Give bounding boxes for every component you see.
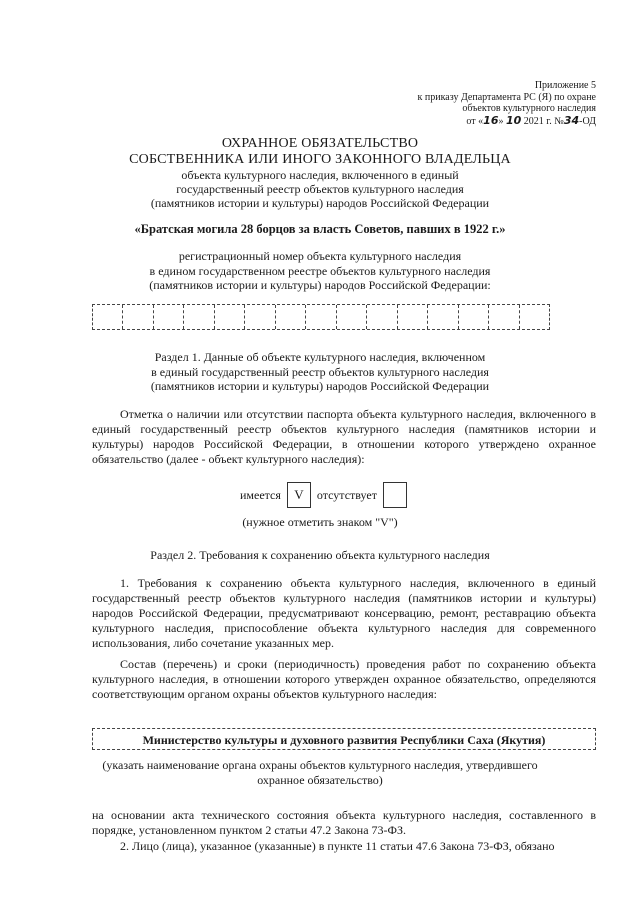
registration-number-cell[interactable]: [398, 305, 428, 329]
section-1-heading: [60, 350, 580, 394]
mark-hint: (нужное отметить знаком "V"): [242, 515, 398, 529]
registration-number-grid[interactable]: [92, 304, 550, 330]
registration-number-cell[interactable]: [93, 305, 123, 329]
registration-caption: [60, 249, 580, 293]
section-1-line-3: (памятников истории и культуры) народов Российской Федерации: [150, 379, 490, 393]
annex-date-prefix: от «: [466, 115, 484, 127]
annex-day-handwritten: 16: [483, 113, 499, 127]
basis-paragraph: на основании акта технического состояния объекта культурного наследия, составленного в порядке, установленном пунктом 2 статьи 47.2 Закона 73-ФЗ.: [92, 808, 596, 837]
annex-month-handwritten: 10: [505, 113, 522, 127]
registration-number-cell[interactable]: [306, 305, 336, 329]
registration-number-cell[interactable]: [337, 305, 367, 329]
registration-line-3: (памятников истории и культуры) народов Российской Федерации:: [149, 278, 491, 292]
present-checkbox[interactable]: V: [287, 482, 311, 508]
annex-line-4: [366, 115, 596, 128]
registration-number-cell[interactable]: [459, 305, 489, 329]
present-label: имеется: [240, 487, 281, 502]
annex-year: 2021 г. №: [521, 115, 564, 127]
registration-number-cell[interactable]: [245, 305, 275, 329]
protection-organ-field[interactable]: Министерство культуры и духовного развития Республики Саха (Якутия): [92, 728, 596, 750]
section-1-line-2: в единый государственный реестр объектов культурного наследия: [151, 364, 489, 379]
annex-date-mid: »: [498, 115, 506, 127]
section-2-heading: Раздел 2. Требования к сохранению объекта культурного наследия: [150, 548, 490, 562]
organ-hint-line-1: (указать наименование органа охраны объектов культурного наследия, утвердившего: [102, 758, 538, 772]
obligation-paragraph: 2. Лицо (лица), указанное (указанные) в пункте 11 статьи 47.6 Закона 73-ФЗ, обязано: [120, 839, 555, 853]
requirements-paragraph: 1. Требования к сохранению объекта культурного наследия, включенного в единый государственный реестр объектов культурного наследия (памятников истории и культуры) народов Российской Федерации, предусматривают консервацию, ремонт, реставрацию объекта культурного наследия, приспособление объекта культурного наследия для современного использования, либо сочетание указанных мер.: [92, 576, 596, 650]
passport-paragraph: Отметка о наличии или отсутствии паспорта объекта культурного наследия, включенного в единый государственный реестр объектов культурного наследия (памятников истории и культуры) народов Российской Федерации, в отношении которого утверждено охранное обязательство (далее - объект культурного наследия):: [92, 407, 596, 466]
registration-number-cell[interactable]: [428, 305, 458, 329]
annex-line-3: объектов культурного наследия: [462, 103, 596, 114]
absent-label: отсутствует: [316, 487, 377, 502]
title-line-1: ОХРАННОЕ ОБЯЗАТЕЛЬСТВО: [221, 136, 419, 151]
registration-line-2: в едином государственном реестре объектов культурного наследия: [149, 263, 491, 278]
annex-line-2: к приказу Департамента РС (Я) по охране: [417, 91, 596, 103]
registration-number-cell[interactable]: [489, 305, 519, 329]
organ-hint-line-2: охранное обязательство): [257, 773, 383, 787]
section-1-line-1: Раздел 1. Данные об объекте культурного наследия, включенном: [154, 350, 486, 364]
title-line-5: (памятников истории и культуры) народов Российской Федерации: [150, 196, 490, 210]
absent-checkbox[interactable]: [383, 482, 407, 508]
document-subtitle: [60, 168, 580, 210]
registration-number-cell[interactable]: [276, 305, 306, 329]
registration-number-cell[interactable]: [184, 305, 214, 329]
registration-line-1: регистрационный номер объекта культурного наследия: [178, 249, 462, 263]
registration-number-cell[interactable]: [154, 305, 184, 329]
title-line-2: СОБСТВЕННИКА ИЛИ ИНОГО ЗАКОННОГО ВЛАДЕЛЬЦА: [129, 152, 511, 167]
annex-line-1: Приложение 5: [534, 80, 596, 91]
registration-number-cell[interactable]: [520, 305, 549, 329]
annex-header: [366, 80, 596, 127]
registration-number-cell[interactable]: [367, 305, 397, 329]
title-line-4: государственный реестр объектов культурного наследия: [176, 182, 464, 196]
registration-number-cell[interactable]: [123, 305, 153, 329]
annex-suffix: -ОД: [579, 115, 596, 127]
registration-number-cell[interactable]: [215, 305, 245, 329]
passport-mark-row: [240, 482, 413, 508]
document-title: [60, 136, 580, 168]
organ-hint: [60, 758, 580, 788]
works-paragraph: Состав (перечень) и сроки (периодичность) проведения работ по сохранению объекта культурного наследия, в отношении которого утвержден охранное обязательство, определяются соответствующим органом охраны объектов культурного наследия:: [92, 657, 596, 701]
object-name: «Братская могила 28 борцов за власть Советов, павших в 1922 г.»: [134, 222, 506, 236]
annex-number-handwritten: 34: [563, 113, 580, 127]
title-line-3: объекта культурного наследия, включенного в единый: [181, 168, 459, 182]
